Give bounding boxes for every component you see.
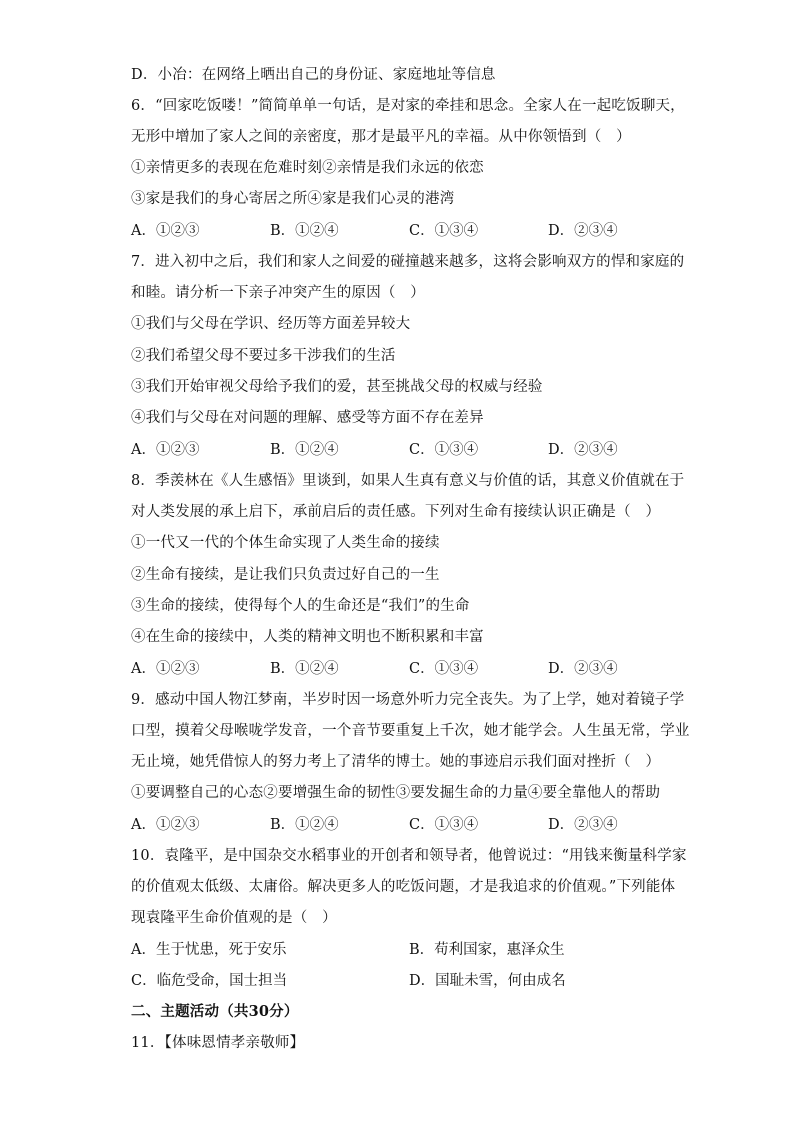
q7-option-c: C．①③④ <box>409 442 479 458</box>
q10-stem-line-1: 10．袁隆平，是中国杂交水稻事业的开创者和领导者，他曾说过：“用钱来衡量科学家 <box>131 848 687 864</box>
q6-stem-line-2: 无形中增加了家人之间的亲密度，那才是最平凡的幸福。从中你领悟到（ ） <box>131 129 631 145</box>
q8-option-c: C．①③④ <box>409 661 479 677</box>
q6-option-c: C．①③④ <box>409 223 479 239</box>
section-title: 二、主题活动（共30分） <box>131 1003 299 1020</box>
q5-option-d: D．小冶：在网络上晒出自己的身份证、家庭地址等信息 <box>131 67 496 83</box>
q9-option-d: D．②③④ <box>548 817 618 833</box>
q6-option-b: B．①②④ <box>270 223 339 239</box>
q10-stem-line-3: 现袁隆平生命价值观的是（ ） <box>131 910 337 926</box>
q7-statement-4: ④我们与父母在对问题的理解、感受等方面不存在差异 <box>131 410 484 426</box>
q8-stem-line-2: 对人类发展的承上启下，承前启后的责任感。下列对生命有接续认识正确是（ ） <box>131 504 661 520</box>
q10-option-a: A．生于忧患，死于安乐 <box>131 942 287 958</box>
q7-option-a: A．①②③ <box>131 442 200 458</box>
q10-option-b: B．苟利国家，惠泽众生 <box>409 942 565 958</box>
q8-option-a: A．①②③ <box>131 661 200 677</box>
q10-stem-line-2: 的价值观太低级、太庸俗。解决更多人的吃饭问题，才是我追求的价值观。”下列能体 <box>131 879 676 895</box>
q7-option-b: B．①②④ <box>270 442 339 458</box>
q9-stem-line-3: 无止境，她凭借惊人的努力考上了清华的博士。她的事迹启示我们面对挫折（ ） <box>131 754 661 770</box>
q9-stem-line-2: 口型，摸着父母喉咙学发音，一个音节要重复上千次，她才能学会。人生虽无常，学业 <box>131 723 690 739</box>
q8-statement-2: ②生命有接续，是让我们只负责过好自己的一生 <box>131 567 440 583</box>
q8-statement-3: ③生命的接续，使得每个人的生命还是“我们”的生命 <box>131 598 470 614</box>
q10-option-c: C．临危受命，国士担当 <box>131 973 288 989</box>
q10-option-d: D．国耻未雪，何由成名 <box>409 973 566 989</box>
q9-option-b: B．①②④ <box>270 817 339 833</box>
q8-stem-line-1: 8．季羡林在《人生感悟》里谈到，如果人生真有意义与价值的话，其意义价值就在于 <box>131 473 685 489</box>
q6-stem-line-1: 6．“回家吃饭喽！”简简单单一句话，是对家的牵挂和思念。全家人在一起吃饭聊天， <box>131 98 685 114</box>
q8-option-b: B．①②④ <box>270 661 339 677</box>
q9-stem-line-1: 9．感动中国人物江梦南，半岁时因一场意外听力完全丧失。为了上学，她对着镜子学 <box>131 692 685 708</box>
q8-option-d: D．②③④ <box>548 661 618 677</box>
q7-option-d: D．②③④ <box>548 442 618 458</box>
q9-statements: ①要调整自己的心态②要增强生命的韧性③要发掘生命的力量④要全靠他人的帮助 <box>131 785 661 801</box>
q7-stem-line-1: 7．进入初中之后，我们和家人之间爱的碰撞越来越多，这将会影响双方的悍和家庭的 <box>131 254 685 270</box>
q6-option-d: D．②③④ <box>548 223 618 239</box>
q6-statement-1: ①亲情更多的表现在危难时刻②亲情是我们永远的依恋 <box>131 160 484 176</box>
q6-statement-2: ③家是我们的身心寄居之所④家是我们心灵的港湾 <box>131 191 455 207</box>
q7-statement-2: ②我们希望父母不要过多干涉我们的生活 <box>131 348 396 364</box>
q9-option-a: A．①②③ <box>131 817 200 833</box>
q7-stem-line-2: 和睦。请分析一下亲子冲突产生的原因（ ） <box>131 285 425 301</box>
q8-statement-1: ①一代又一代的个体生命实现了人类生命的接续 <box>131 535 440 551</box>
q8-statement-4: ④在生命的接续中，人类的精神文明也不断积累和丰富 <box>131 629 484 645</box>
q6-option-a: A．①②③ <box>131 223 200 239</box>
q9-option-c: C．①③④ <box>409 817 479 833</box>
q7-statement-1: ①我们与父母在学识、经历等方面差异较大 <box>131 316 411 332</box>
q11-title: 11．【体味恩情孝亲敬师】 <box>131 1035 305 1051</box>
q7-statement-3: ③我们开始审视父母给予我们的爱，甚至挑战父母的权威与经验 <box>131 379 543 395</box>
